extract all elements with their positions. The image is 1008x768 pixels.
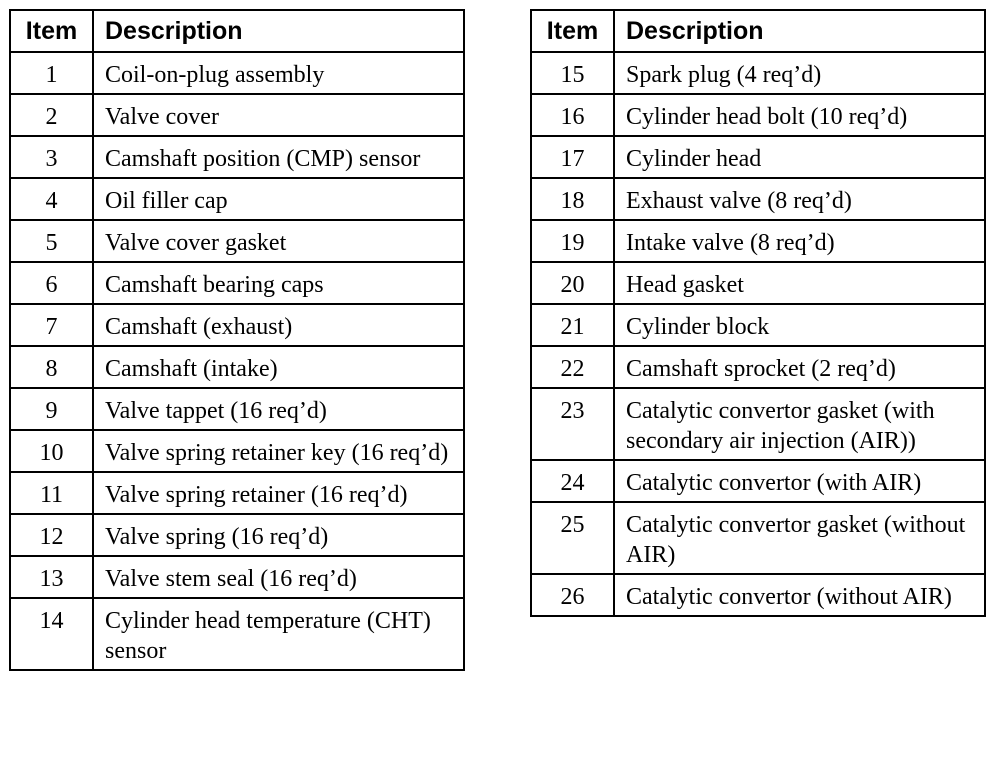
item-description: Camshaft position (CMP) sensor xyxy=(93,136,464,178)
table-row xyxy=(10,556,464,598)
column-header-description: Description xyxy=(614,10,985,52)
item-number: 25 xyxy=(531,502,614,574)
item-number: 1 xyxy=(10,52,93,94)
item-number: 5 xyxy=(10,220,93,262)
item-number: 2 xyxy=(10,94,93,136)
item-description: Valve tappet (16 req’d) xyxy=(93,388,464,430)
column-header-description: Description xyxy=(93,10,464,52)
table-row xyxy=(531,574,985,616)
table-row xyxy=(10,220,464,262)
item-number: 21 xyxy=(531,304,614,346)
item-number: 20 xyxy=(531,262,614,304)
item-description: Camshaft sprocket (2 req’d) xyxy=(614,346,985,388)
rows-left xyxy=(10,52,464,670)
item-number: 9 xyxy=(10,388,93,430)
item-number: 10 xyxy=(10,430,93,472)
item-description: Coil-on-plug assembly xyxy=(93,52,464,94)
item-number: 11 xyxy=(10,472,93,514)
column-header-item: Item xyxy=(10,10,93,52)
item-number: 24 xyxy=(531,460,614,502)
item-description: Exhaust valve (8 req’d) xyxy=(614,178,985,220)
table-row xyxy=(531,262,985,304)
item-description: Camshaft (intake) xyxy=(93,346,464,388)
item-number: 13 xyxy=(10,556,93,598)
item-description: Spark plug (4 req’d) xyxy=(614,52,985,94)
item-description: Camshaft bearing caps xyxy=(93,262,464,304)
parts-table-left xyxy=(9,9,465,671)
item-number: 6 xyxy=(10,262,93,304)
table-row xyxy=(10,94,464,136)
table-row xyxy=(10,262,464,304)
item-number: 18 xyxy=(531,178,614,220)
item-description: Valve spring retainer (16 req’d) xyxy=(93,472,464,514)
item-description: Catalytic convertor gasket (without AIR) xyxy=(614,502,985,574)
parts-table-right xyxy=(530,9,986,617)
item-description: Camshaft (exhaust) xyxy=(93,304,464,346)
item-description: Oil filler cap xyxy=(93,178,464,220)
table-row xyxy=(10,598,464,670)
table-row xyxy=(10,514,464,556)
item-description: Valve stem seal (16 req’d) xyxy=(93,556,464,598)
item-description: Head gasket xyxy=(614,262,985,304)
rows-right xyxy=(531,52,985,616)
item-number: 8 xyxy=(10,346,93,388)
item-number: 14 xyxy=(10,598,93,670)
item-number: 3 xyxy=(10,136,93,178)
table-row xyxy=(10,430,464,472)
item-description: Cylinder head xyxy=(614,136,985,178)
table-row xyxy=(10,388,464,430)
table-row xyxy=(531,388,985,460)
item-description: Valve spring retainer key (16 req’d) xyxy=(93,430,464,472)
table-row xyxy=(531,136,985,178)
item-description: Intake valve (8 req’d) xyxy=(614,220,985,262)
item-number: 4 xyxy=(10,178,93,220)
item-number: 23 xyxy=(531,388,614,460)
table-row xyxy=(531,346,985,388)
item-description: Cylinder block xyxy=(614,304,985,346)
table-row xyxy=(10,52,464,94)
table-row xyxy=(531,460,985,502)
table-row xyxy=(10,472,464,514)
table-row xyxy=(10,178,464,220)
item-description: Valve cover xyxy=(93,94,464,136)
column-header-item: Item xyxy=(531,10,614,52)
item-number: 19 xyxy=(531,220,614,262)
table-row xyxy=(531,94,985,136)
item-number: 7 xyxy=(10,304,93,346)
item-description: Valve spring (16 req’d) xyxy=(93,514,464,556)
item-number: 12 xyxy=(10,514,93,556)
table-row xyxy=(10,304,464,346)
table-row xyxy=(10,136,464,178)
item-description: Cylinder head bolt (10 req’d) xyxy=(614,94,985,136)
table-row xyxy=(531,304,985,346)
header-row xyxy=(531,10,985,52)
item-number: 15 xyxy=(531,52,614,94)
header-row xyxy=(10,10,464,52)
item-description: Catalytic convertor gasket (with secondary air injection (AIR)) xyxy=(614,388,985,460)
item-number: 26 xyxy=(531,574,614,616)
item-description: Catalytic convertor (with AIR) xyxy=(614,460,985,502)
item-description: Valve cover gasket xyxy=(93,220,464,262)
item-description: Catalytic convertor (without AIR) xyxy=(614,574,985,616)
item-number: 22 xyxy=(531,346,614,388)
table-row xyxy=(531,220,985,262)
item-description: Cylinder head temperature (CHT) sensor xyxy=(93,598,464,670)
item-number: 17 xyxy=(531,136,614,178)
table-row xyxy=(531,52,985,94)
item-number: 16 xyxy=(531,94,614,136)
table-row xyxy=(531,178,985,220)
table-row xyxy=(531,502,985,574)
table-row xyxy=(10,346,464,388)
